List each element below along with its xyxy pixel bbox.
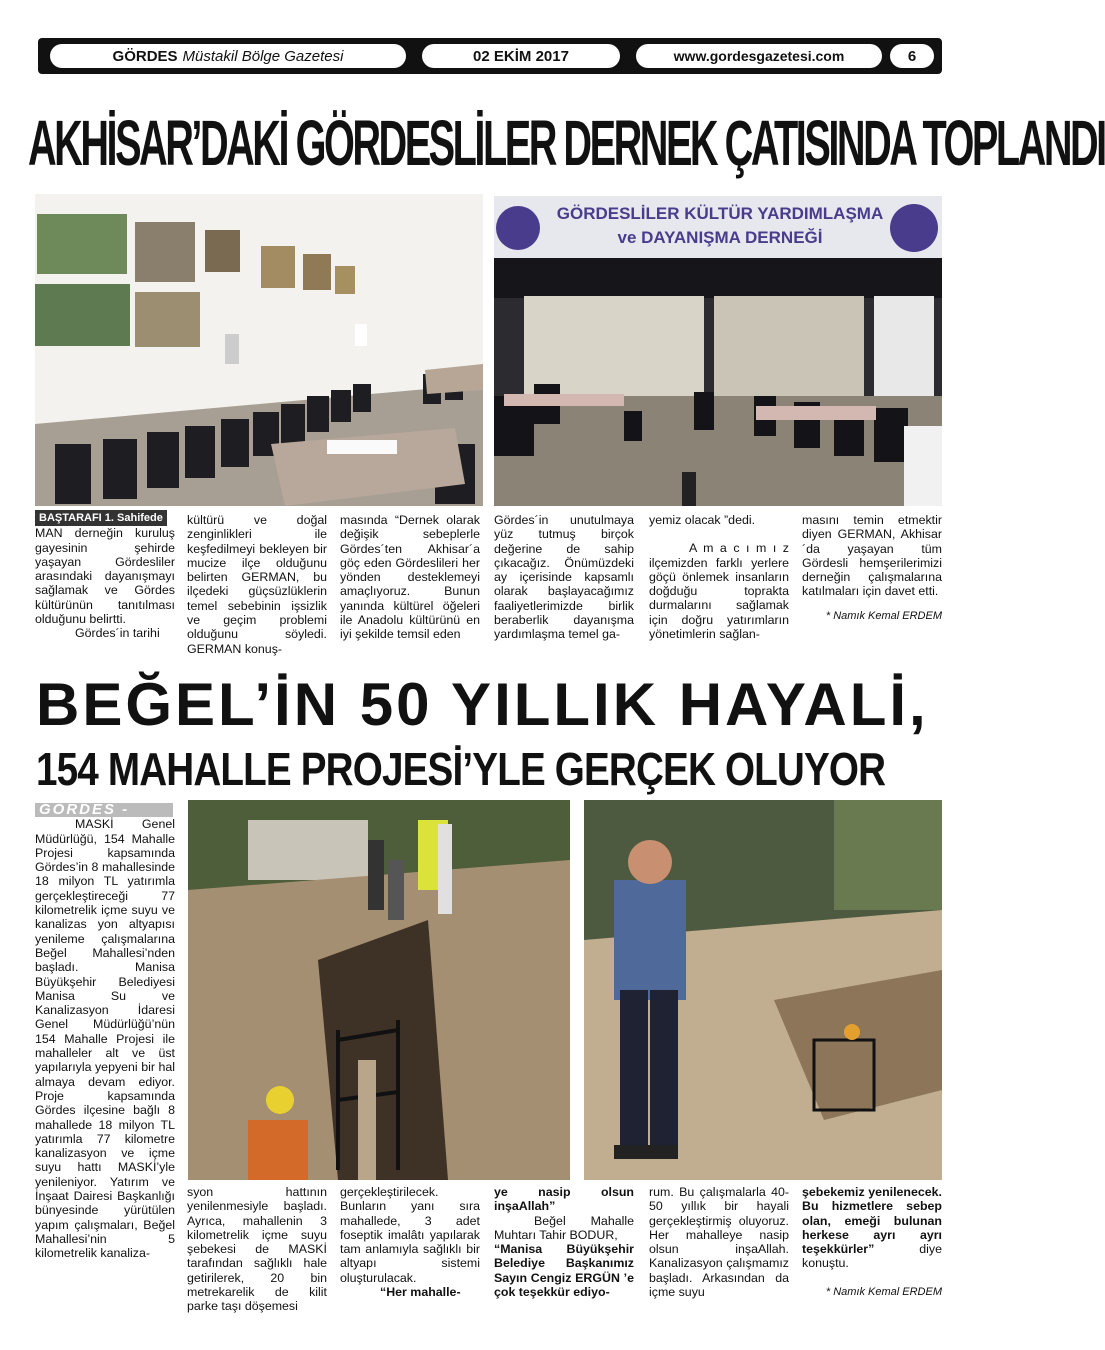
story2-column-2: syon hattının yenilenmesiyle başladı. Ayrıca, mahallenin 3 kilometrelik içme suyu şebekesi de MASKİ tarafından sağlıklı hale getirilerek, 20 bin metrekarelik de kilit parke taşı döşemesi [187,1185,327,1314]
story2-dateline-tag: GÖRDES - [35,803,173,817]
paper-name: GÖRDES [112,47,178,65]
story1-column-1 [35,510,175,641]
story2-column-1 [35,803,175,1261]
story2-column-4 [494,1185,634,1299]
story2-headline-line1: BEĞEL’İN 50 YILLIK HAYALİ, [36,671,929,738]
story2-col4-text-c: “Manisa Büyükşehir Belediye Başkanımız Sayın Cengiz ERGÜN ’e çok teşekkür ediyo- [494,1242,634,1300]
story1-signature: * Namık Kemal ERDEM [825,609,942,622]
story1-col5-text-a: yemiz olacak ”dedi. [649,513,756,527]
continued-tag: BAŞTARAFI 1. Sahifede [35,510,167,526]
story2-col6-tail: diye konuştu. [802,1242,942,1271]
website-url[interactable]: www.gordesgazetesi.com [636,44,882,68]
story2-column-3 [340,1185,480,1299]
story1-headline: AKHİSAR’DAKİ GÖRDESLİLER DERNEK ÇATISINDA TOPLANDI [28,107,1105,179]
story2-col3-text-b: “Her mahalle- [380,1285,461,1300]
story2-photo-trench [188,800,570,1180]
storefront-sign-line1: GÖRDESLİLER KÜLTÜR YARDIMLAŞMA [556,204,884,223]
story1-col5-text-b: A m a c ı m ı z ilçemizden farklı yerlere göçü önlemek insanların doğduğu toprakta durmalarını sağlamak için doğru yatırımların yönetimlerin sağlan- [649,541,789,642]
page-number: 6 [890,44,934,68]
story2-col3-text-a: gerçekleştirilecek. Bunların yanı sıra mahallede, 3 adet foseptik imalâtı yapılarak tam anlamıyla sağlıklı bir altyapı sistemi oluşturulacak. [340,1185,480,1285]
story1-col1-text-b: Gördes´in tarihi [75,626,160,641]
story1-col1-text: MAN derneğin kuruluş gayesinin şehirde yaşayan Gördesliler arasındaki dayanışmayı sağlamak ve Gördes kültürünün tanıtılması olduğunu belirtti. [35,526,175,627]
story1-photo-storefront [494,196,942,506]
story2-col1-text: MASKİ Genel Müdürlüğü, 154 Mahalle Projesi kapsamında Gördes’in 8 mahallesinde 18 milyon TL yatırımla gerçekleştireceği 77 kilometrelik içme suyu ve kanalizas yon altyapısı yenileme çalışmalarına Beğel Mahallesi’nden başladı. Manisa Büyükşehir Belediyesi Manisa Su ve Kanalizasyon İdaresi Genel Müdürlüğü’nün 154 Mahalle Projesi ile mahalleler alt ve üst yapılarıyla yepyeni bir hal almaya devam ediyor. Proje kapsamında Gördes ilçesine bağlı 8 mahallede 18 milyon TL yatırımla 77 kilometre kanalizasyon ve içme suyu hattı MASKİ’yle yenileniyor. Yatırım ve İnşaat Dairesi Başkanlığı bünyesinde yürütülen yapım çalışmaları, Beğel Mahallesi’nin 5 kilometrelik kanaliza- [35,817,175,1261]
story1-column-6 [802,513,942,623]
masthead-bar [38,38,942,74]
story2-col6-quote: şebekemiz yenilenecek. Bu hizmetlere sebep olan, emeği bulunan herkese ayrı ayrı teşekkürler” [802,1185,942,1257]
story2-signature: * Namık Kemal ERDEM [825,1285,942,1298]
storefront-sign-line2: ve DAYANIŞMA DERNEĞİ [617,228,823,247]
story2-column-5: rum. Bu çalışmalarla 40-50 yıllık bir hayali gerçekleştirmiş oluyoruz. Her mahalleye nasip olsun inşaAllah. Kanalizasyon çalışmamız başladı. Arkasından da içme suyu [649,1185,789,1300]
story2-headline-line2: 154 MAHALLE PROJESİ’YLE GERÇEK OLUYOR [36,743,886,795]
story1-column-2: kültürü ve doğal zenginlikleri ile keşfedilmeyi bekleyen bir mucize ilçe olduğunu belirten GERMAN, bu ilçedeki güçsüzlüklerin temel sebebinin işsizlik ve geçim problemi olduğunu söyledi. GERMAN konuş- [187,513,327,656]
story1-column-5 [649,513,789,641]
paper-subtitle: Müstakil Bölge Gazetesi [182,47,344,65]
issue-date: 02 EKİM 2017 [422,44,620,68]
story2-col4-text-a: ye nasip olsun inşaAllah” [494,1185,634,1214]
story2-column-6 [802,1185,942,1299]
story1-col6-text: masını temin etmektir diyen GERMAN, Akhisar´da yaşayan tüm Gördesli hemşerilerimizi derneğin çalışmalarına katılmaları için davet etti. [802,513,942,599]
story1-column-4: Gördes´in unutulmaya yüz tutmuş birçok değerine de sahip çıkacağız. Önümüzdeki ay içerisinde kapsamlı olarak başlayacağımız faaliyetlerimizde birlik beraberlik dayanışma yardımlaşma temel ga- [494,513,634,642]
story2-photo-mukhtar [584,800,942,1180]
story1-column-3: masında “Dernek olarak değişik sebeplerle Gördes´ten Akhisar´a göç eden Gördeslileri her yönden desteklemeyi amaçlıyoruz. Bunun yanında kültürel öğeleri ile Anadolu kültürünü en iyi şekilde temsil eden [340,513,480,642]
paper-name-pill [50,44,406,68]
story1-photo-hall [35,194,483,506]
story2-col4-text-b: Beğel Mahalle Muhtarı Tahir BODUR, [494,1213,634,1242]
